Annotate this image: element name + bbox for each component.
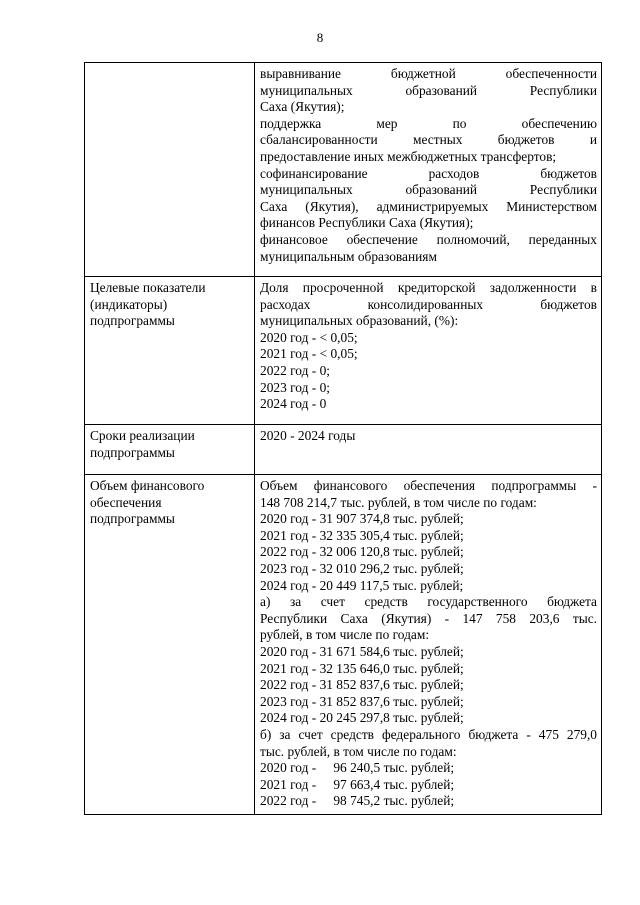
table-row: [85, 475, 602, 815]
row-value-line: финансов Республики Саха (Якутия);: [260, 215, 474, 231]
row-value-line: 2024 год - 0: [260, 396, 327, 412]
row-label-line: Сроки реализации: [90, 428, 195, 443]
row-label-line: Объем финансового: [90, 478, 205, 493]
row-value-line: муниципальных образований Республики: [260, 82, 597, 98]
row-label-line: подпрограммы: [90, 444, 175, 460]
row-value-line: 2020 год - 31 671 584,6 тыс. рублей;: [260, 643, 464, 659]
row-value-line: 2020 - 2024 годы: [260, 428, 356, 443]
row-value-line: 2022 год - 32 006 120,8 тыс. рублей;: [260, 544, 464, 560]
federal-year: 2020 год -: [260, 760, 317, 776]
row-value-line: финансовое обеспечение полномочий, переданных: [260, 231, 597, 247]
row-value-line: 2022 год - 0;: [260, 362, 330, 378]
federal-amount: 96 240,5 тыс. рублей;: [333, 760, 455, 776]
row-value-line: 2020 год - < 0,05;: [260, 329, 358, 345]
row-value-cell: [255, 475, 602, 815]
row-value-line: софинансирование расходов бюджетов: [260, 165, 597, 181]
federal-year-line: [260, 760, 597, 777]
row-label-line: Целевые показатели: [90, 280, 206, 295]
row-label-cell: [85, 425, 255, 475]
federal-year-line: [260, 777, 597, 794]
row-value-line: сбалансированности местных бюджетов и: [260, 132, 597, 148]
row-label-line: обеспечения: [90, 494, 162, 510]
row-value-line: муниципальным образованиям: [260, 248, 437, 264]
row-value-line: 2024 год - 20 245 297,8 тыс. рублей;: [260, 710, 464, 726]
row-value-line: 148 708 214,7 тыс. рублей, в том числе по годам:: [260, 494, 537, 510]
federal-year-line: [260, 793, 597, 810]
federal-year: 2022 год -: [260, 793, 317, 809]
table-row: [85, 425, 602, 475]
row-value-line: поддержка мер по обеспечению: [260, 115, 597, 131]
row-value-line: расходах консолидированных бюджетов: [260, 296, 597, 312]
row-value-line: предоставление иных межбюджетных трансфертов;: [260, 148, 557, 164]
row-value-line: 2021 год - 32 335 305,4 тыс. рублей;: [260, 527, 464, 543]
row-label-line: подпрограммы: [90, 313, 175, 329]
row-value-line: 2020 год - 31 907 374,8 тыс. рублей;: [260, 511, 464, 527]
row-label-line: подпрограммы: [90, 511, 175, 527]
row-value-line: 2024 год - 20 449 117,5 тыс. рублей;: [260, 577, 464, 593]
row-value-line: 2023 год - 0;: [260, 379, 330, 395]
row-value-line: тыс. рублей, в том числе по годам:: [260, 743, 457, 759]
row-value-cell: [255, 63, 602, 277]
federal-year: 2021 год -: [260, 776, 317, 792]
row-label-cell: [85, 475, 255, 815]
page-number: 8: [316, 30, 324, 45]
row-value-cell: [255, 425, 602, 475]
row-value-line: а) за счет средств государственного бюджета: [260, 594, 597, 610]
row-value-line: Доля просроченной кредиторской задолженности в: [260, 280, 597, 295]
row-value-line: Саха (Якутия);: [260, 99, 345, 115]
row-label-line: (индикаторы): [90, 296, 168, 312]
row-value-line: муниципальных образований, (%):: [260, 313, 459, 329]
row-value-line: 2023 год - 31 852 837,6 тыс. рублей;: [260, 693, 464, 709]
row-value-line: 2023 год - 32 010 296,2 тыс. рублей;: [260, 560, 464, 576]
row-value-line: б) за счет средств федерального бюджета - 475 279,0: [260, 726, 597, 742]
row-value-line: рублей, в том числе по годам:: [260, 627, 430, 643]
row-label-cell: [85, 277, 255, 425]
row-value-cell: [255, 277, 602, 425]
row-value-line: муниципальных образований Республики: [260, 182, 597, 198]
row-value-line: 2021 год - 32 135 646,0 тыс. рублей;: [260, 660, 464, 676]
row-value-line: Объем финансового обеспечения подпрограммы -: [260, 478, 597, 493]
row-value-line: Саха (Якутия), администрируемых Министерством: [260, 198, 597, 214]
table-row: [85, 277, 602, 425]
federal-amount: 98 745,2 тыс. рублей;: [333, 793, 455, 809]
table-row: [85, 63, 602, 277]
row-label-cell: [85, 63, 255, 277]
subprogram-passport-table: [84, 62, 602, 815]
federal-amount: 97 663,4 тыс. рублей;: [333, 776, 455, 792]
row-value-line: 2021 год - < 0,05;: [260, 346, 358, 362]
row-value-line: выравнивание бюджетной обеспеченности: [260, 66, 597, 81]
row-value-line: Республики Саха (Якутия) - 147 758 203,6 тыс.: [260, 610, 597, 626]
row-value-line: 2022 год - 31 852 837,6 тыс. рублей;: [260, 677, 464, 693]
